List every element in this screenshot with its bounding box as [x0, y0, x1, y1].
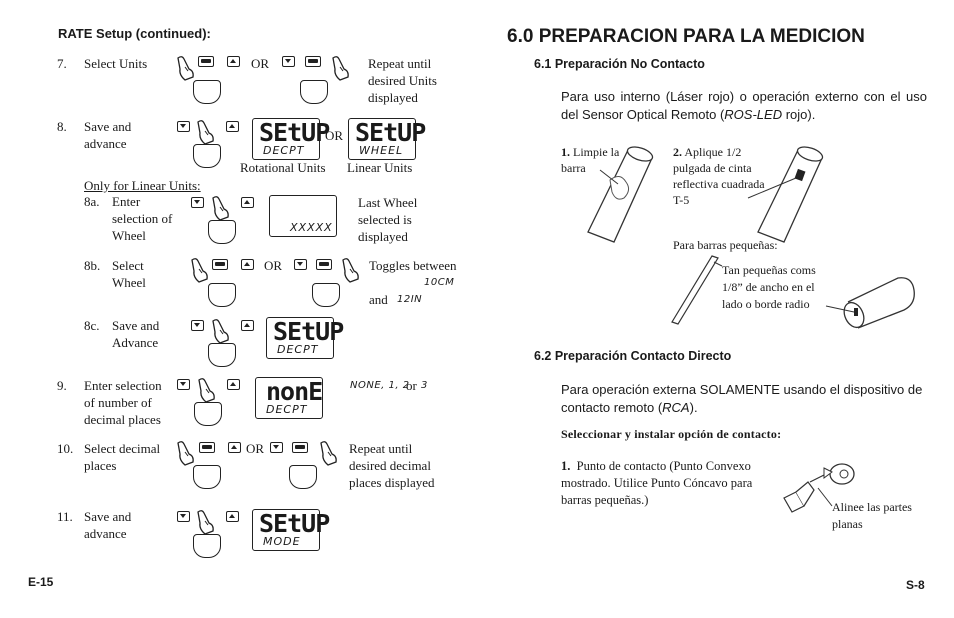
- step-8c-number: 8c.: [84, 318, 100, 333]
- press-finger-icon: [189, 257, 211, 283]
- press-finger-icon: [318, 440, 340, 466]
- down-key-icon: [270, 442, 283, 453]
- up-key-icon: [226, 511, 239, 522]
- left-section-title: RATE Setup (continued):: [58, 26, 211, 41]
- decimal-option-3: 3: [421, 380, 428, 391]
- step-9-number: 9.: [57, 378, 67, 393]
- key-pad-icon: [193, 80, 221, 104]
- body-emphasis: ROS-LED: [724, 107, 783, 122]
- bar-tape-illustration: [740, 140, 830, 250]
- down-key-icon: [177, 511, 190, 522]
- lcd-main-text: nonE: [266, 377, 323, 406]
- menu-key-icon: [199, 442, 215, 453]
- key-pad-icon: [194, 402, 222, 426]
- up-key-icon: [241, 197, 254, 208]
- step-11-text: Save and advance: [84, 509, 132, 541]
- right-section-title: 6.0 PREPARACION PARA LA MEDICION: [507, 26, 865, 47]
- down-key-icon: [282, 56, 295, 67]
- step-7-text: Select Units: [84, 56, 148, 71]
- or-text: OR: [325, 128, 344, 143]
- press-finger-icon: [210, 195, 232, 221]
- lcd-display: [252, 509, 330, 551]
- key-pad-icon: [312, 283, 340, 307]
- step-8b-text: Select Wheel: [112, 258, 146, 290]
- body-text: Para uso interno (Láser rojo) o operación externo con el uso del Sensor Optical Remoto (: [561, 89, 927, 122]
- linear-units-header: Only for Linear Units:: [84, 178, 201, 193]
- down-key-icon: [191, 320, 204, 331]
- step-7-note: Repeat until desired Units displayed: [368, 56, 437, 105]
- up-key-icon: [227, 379, 240, 390]
- lcd-main-text: SEtUP: [355, 118, 426, 147]
- key-pad-icon: [193, 144, 221, 168]
- key-pad-icon: [193, 534, 221, 558]
- body-text: rojo).: [782, 107, 816, 122]
- step-8a-note: Last Wheel selected is displayed: [358, 195, 418, 244]
- menu-key-icon: [305, 56, 321, 67]
- step-8-text: Save and advance: [84, 119, 132, 151]
- down-key-icon: [177, 121, 190, 132]
- lcd-sub-text: MODE: [263, 535, 301, 548]
- lcd-display: [255, 377, 323, 419]
- key-pad-icon: [289, 465, 317, 489]
- or-text: OR: [246, 441, 265, 456]
- small-bars-label: Para barras pequeñas:: [673, 238, 778, 252]
- option-10cm: 10CM: [424, 277, 455, 288]
- lcd-sub-text: WHEEL: [359, 144, 404, 157]
- section-6-2-heading: 6.2 Preparación Contacto Directo: [534, 349, 732, 363]
- thin-rod-illustration: [664, 250, 724, 330]
- press-finger-icon: [175, 55, 197, 81]
- lcd-sub-text: XXXXX: [290, 221, 333, 234]
- step-7-number: 7.: [57, 56, 67, 71]
- down-key-icon: [191, 197, 204, 208]
- decimal-or: or: [406, 378, 417, 393]
- press-finger-icon: [210, 318, 232, 344]
- section-6-2-body: [561, 381, 927, 417]
- down-key-icon: [294, 259, 307, 270]
- lcd-display: [252, 118, 330, 160]
- bar-clean-illustration: [580, 140, 660, 250]
- left-page-number: E-15: [28, 575, 54, 589]
- caption-linear: Linear Units: [347, 160, 413, 175]
- lcd-display: [269, 195, 337, 237]
- figure-text: Aplique 1/2 pulgada de cinta reflectiva cuadrada T-5: [673, 145, 765, 207]
- key-pad-icon: [193, 465, 221, 489]
- up-key-icon: [241, 259, 254, 270]
- press-finger-icon: [195, 119, 217, 145]
- press-finger-icon: [196, 377, 218, 403]
- up-key-icon: [226, 121, 239, 132]
- step-8c-text: Save and Advance: [112, 318, 160, 350]
- cylinder-illustration: [818, 270, 918, 335]
- small-bars-note: Tan pequeñas coms 1/8” de ancho en el lado o borde radio: [722, 263, 816, 311]
- lcd-main-text: SEtUP: [273, 317, 344, 346]
- decimal-options: NONE, 1, 2: [350, 380, 410, 391]
- up-key-icon: [241, 320, 254, 331]
- body-text: Para operación externa SOLAMENTE usando el dispositivo de contacto remoto (: [561, 382, 923, 415]
- lcd-display: [348, 118, 426, 160]
- step-8b-note: Toggles between: [369, 258, 457, 273]
- body-text: ).: [689, 400, 698, 415]
- section-6-1-body: [561, 88, 927, 124]
- lcd-sub-text: DECPT: [263, 144, 305, 157]
- step-10-number: 10.: [57, 441, 74, 456]
- step-10-text: Select decimal places: [84, 441, 161, 473]
- right-page-number: S-8: [906, 578, 925, 592]
- item-number: 1.: [561, 459, 571, 473]
- select-contact-label: Seleccionar y instalar opción de contacto:: [561, 427, 782, 441]
- press-finger-icon: [175, 440, 197, 466]
- menu-key-icon: [198, 56, 214, 67]
- key-pad-icon: [208, 343, 236, 367]
- contact-item-1: [561, 458, 757, 509]
- up-key-icon: [227, 56, 240, 67]
- body-emphasis: RCA: [662, 400, 690, 415]
- key-pad-icon: [208, 220, 236, 244]
- lcd-main-text: SEtUP: [259, 118, 330, 147]
- section-6-1-heading: 6.1 Preparación No Contacto: [534, 57, 705, 71]
- figure-text: Limpie la barra: [561, 145, 620, 175]
- step-8a-number: 8a.: [84, 194, 100, 209]
- step-8b-number: 8b.: [84, 258, 101, 273]
- step-8-number: 8.: [57, 119, 67, 134]
- step-9-text: Enter selection of number of decimal places: [84, 378, 162, 427]
- and-text: and: [369, 292, 388, 307]
- press-finger-icon: [340, 257, 362, 283]
- lcd-main-text: SEtUP: [259, 509, 330, 538]
- or-text: OR: [264, 258, 283, 273]
- lcd-sub-text: DECPT: [277, 343, 319, 356]
- option-12in: 12IN: [397, 294, 423, 305]
- key-pad-icon: [300, 80, 328, 104]
- item-text: Punto de contacto (Punto Convexo mostrado. Utilice Punto Cóncavo para barras pequeñas.): [561, 459, 753, 507]
- align-parts-note: Alinee las partes planas: [832, 500, 912, 531]
- step-10-note: Repeat until desired decimal places displayed: [349, 441, 435, 490]
- figure-number: 1.: [561, 145, 570, 159]
- press-finger-icon: [330, 55, 352, 81]
- figure-number: 2.: [673, 145, 682, 159]
- menu-key-icon: [212, 259, 228, 270]
- caption-rotational: Rotational Units: [240, 160, 326, 175]
- key-pad-icon: [208, 283, 236, 307]
- menu-key-icon: [292, 442, 308, 453]
- press-finger-icon: [195, 509, 217, 535]
- menu-key-icon: [316, 259, 332, 270]
- or-text: OR: [251, 56, 270, 71]
- lcd-display: [266, 317, 344, 359]
- up-key-icon: [228, 442, 241, 453]
- lcd-sub-text: DECPT: [266, 403, 308, 416]
- down-key-icon: [177, 379, 190, 390]
- step-11-number: 11.: [57, 509, 73, 524]
- step-8a-text: Enter selection of Wheel: [112, 194, 173, 243]
